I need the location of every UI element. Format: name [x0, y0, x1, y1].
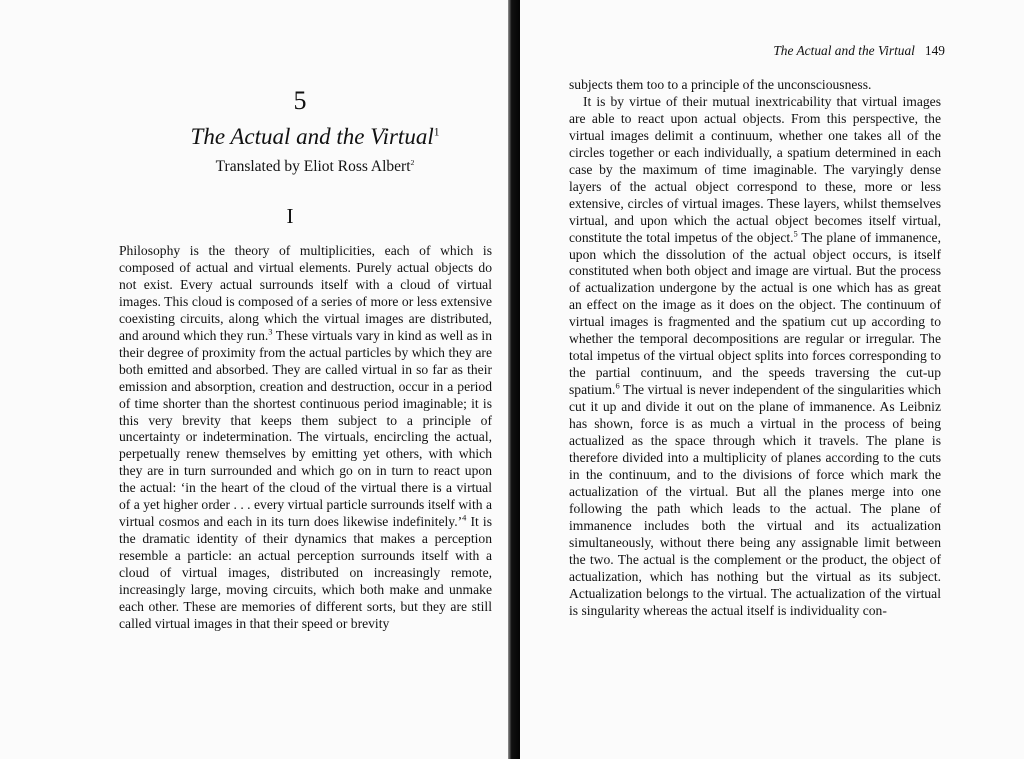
right-body-text [569, 77, 941, 620]
chapter-title-block [150, 124, 480, 150]
section-number: I [286, 204, 294, 228]
chapter-title: The Actual and the Virtual [190, 124, 434, 149]
text-run: It is the dramatic identity of their dynamics that makes a perception resemble a particle: an actual perception surrounds itself with a cloud of virtual images, distributed on increasingly remote, increasingly large, moving circuits, which both make and unmake each other. These are memories of different sorts, but they are still called virtual images in that their speed or brevity [119, 514, 492, 631]
left-paragraph [119, 243, 492, 633]
footnote-marker: 4 [462, 512, 467, 523]
chapter-title-footnote-marker: 1 [433, 126, 440, 139]
running-head [749, 43, 945, 59]
right-paragraph-1: subjects them too to a principle of the unconsciousness. [569, 77, 872, 92]
running-head-title: The Actual and the Virtual [773, 43, 915, 58]
footnote-marker: 3 [268, 326, 273, 337]
text-run: It is by virtue of their mutual inextricability that virtual images are able to react upon actual objects. From this perspective, the virtual images delimit a continuum, whether one takes all of the circles together or each individually, a spatium determined in each case by the maximum of time imaginable. The varyingly dense layers of the actual object correspond to these, more or less extensive, circles of virtual images. These layers, whilst themselves virtual, and upon which the actual object becomes itself virtual, constitute the total impetus of the object. [569, 93, 941, 245]
text-run: Philosophy is the theory of multiplicities, each of which is composed of actual and virtual elements. Purely actual objects do not exist. Every actual surrounds itself with a cloud of virtual images. This cloud is composed of a series of more or less extensive coexisting circuits, along which the virtual images are distributed, and around which they run. [119, 243, 492, 343]
chapter-number: 5 [293, 86, 307, 115]
right-paragraph-2 [569, 94, 941, 620]
translator-line: Translated by Eliot Ross Albert [215, 158, 411, 176]
left-page [0, 0, 508, 759]
translator-line-block [150, 158, 480, 176]
left-body-text [119, 243, 492, 633]
page-number: 149 [924, 43, 945, 58]
right-page [520, 0, 1024, 759]
footnote-marker: 5 [793, 228, 798, 239]
text-run: These virtuals vary in kind as well as in their degree of proximity from the actual particles by which they are both emitted and absorbed. They are called virtual in so far as their emission and absorption, creation and destruction, occur in a period of time shorter than the shortest continuous period imaginable; it is this very brevity that keeps them subject to a principle of uncertainty or indetermination. The virtuals, encircling the actual, perpetually renew themselves by emitting yet others, with which they are in turn surrounded and which go on in turn to react upon the actual: ‘in the heart of the cloud of the virtual there is a virtual of a yet higher order . . . every virtual particle surrounds itself with a virtual cosmos and each in its turn does likewise indefinitely.’ [119, 327, 492, 530]
text-run: The plane of immanence, upon which the dissolution of the actual object occurs, is itself constituted when both object and image are virtual. But the process of actualization undergone by the actual is one which has as great an effect on the image as it does on the object. The continuum of virtual images is fragmented and the spatium cut up according to whether the temporal decompositions are regular or irregular. The total impetus of the virtual object splits into forces corresponding to the partial continuum, and the speeds traversing the cut-up spatium. [569, 229, 941, 398]
text-run: The virtual is never independent of the singularities which cut it up and divide it out on the plane of immanence. As Leibniz has shown, force is as much a virtual in the process of being actualized as the space through which it travels. The plane is therefore divided into a multiplicity of planes according to the cuts in the continuum, and to the divisions of force which mark the actualization of the virtual. But all the planes merge into one following the path which leads to the actual. The plane of immanence includes both the virtual and its actualization simultaneously, without there being any assignable limit between the two. The actual is the complement or the product, the object of actualization, which has nothing but the virtual as its subject. Actualization belongs to the virtual. The actualization of the virtual is singularity whereas the actual itself is individuality con- [569, 382, 941, 618]
footnote-marker: 6 [615, 380, 620, 391]
translator-footnote-marker: 2 [410, 158, 415, 167]
